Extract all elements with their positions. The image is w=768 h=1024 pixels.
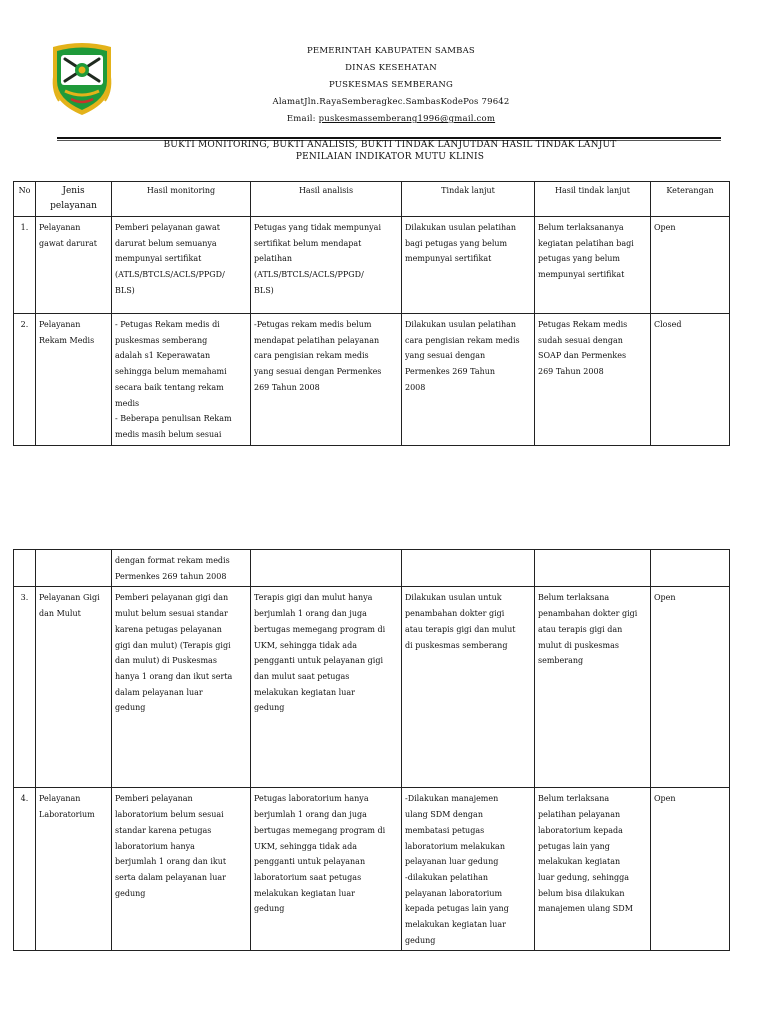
row-tindak-lanjut: Dilakukan usulan pelatihan cara pengisian rekam medis yang sesuai dengan Permenkes 269 Tahun 2008 (402, 314, 535, 446)
document-title-line-1: BUKTI MONITORING, BUKTI ANALISIS, BUKTI TINDAK LANJUTDAN HASIL TINDAK LANJUT (163, 140, 617, 150)
table-row (14, 217, 730, 314)
header-tindak-lanjut (402, 182, 535, 217)
row-hasil-analisis (251, 550, 402, 587)
monitoring-table-continued (13, 549, 730, 951)
row-hasil-monitoring: - Petugas Rekam medis di puskesmas semberang adalah s1 Keperawatan sehingga belum memahami secara baik tentang rekam medis - Beberapa penulisan Rekam medis masih belum sesuai (112, 314, 251, 446)
table-row (14, 314, 730, 446)
email-link[interactable]: puskesmassemberang1996@gmail.com (318, 114, 496, 124)
table-row-continuation (14, 550, 730, 587)
row-hasil-tindak-lanjut: Belum terlaksana penambahan dokter gigi atau terapis gigi dan mulut di puskesmas semberang (535, 587, 651, 788)
header-monitoring-text: Hasil monitoring (146, 186, 216, 195)
header-hasil-analisis (251, 182, 402, 217)
header-analisis-text: Hasil analisis (298, 186, 354, 195)
row-keterangan (651, 550, 730, 587)
row-hasil-tindak-lanjut: Belum terlaksana pelatihan pelayanan laboratorium kepada petugas lain yang melakukan kegiatan luar gedung, sehingga belum bisa dilakukan manajemen ulang SDM (535, 788, 651, 951)
header-jenis-pelayanan (36, 182, 112, 217)
row-keterangan: Open (651, 587, 730, 788)
department-name: DINAS KESEHATAN (345, 63, 437, 73)
row-hasil-analisis: Petugas laboratorium hanya berjumlah 1 orang dan juga bertugas memegang program di UKM, sehingga tidak ada pengganti untuk pelayanan laboratorium saat petugas melakukan kegiatan luar gedung (251, 788, 402, 951)
row-hasil-tindak-lanjut (535, 550, 651, 587)
row-jenis-pelayanan: Pelayanan Laboratorium (36, 788, 112, 951)
header-hasil-tindak-lanjut (535, 182, 651, 217)
header-hasil-tindak-text: Hasil tindak lanjut (554, 186, 631, 195)
row-number (14, 550, 36, 587)
row-jenis-pelayanan: Pelayanan gawat darurat (36, 217, 112, 314)
document-title-line-2: PENILAIAN INDIKATOR MUTU KLINIS (295, 152, 485, 162)
row-hasil-monitoring: Pemberi pelayanan laboratorium belum sesuai standar karena petugas laboratorium hanya berjumlah 1 orang dan ikut serta dalam pelayanan luar gedung (112, 788, 251, 951)
government-name: PEMERINTAH KABUPATEN SAMBAS (307, 46, 475, 56)
document-title (100, 139, 680, 163)
letterhead (200, 43, 582, 128)
email-label: Email: (286, 114, 319, 124)
table-header-row (14, 182, 730, 217)
row-keterangan: Closed (651, 314, 730, 446)
row-jenis-pelayanan: Pelayanan Rekam Medis (36, 314, 112, 446)
row-tindak-lanjut: -Dilakukan manajemen ulang SDM dengan membatasi petugas laboratorium melakukan pelayanan luar gedung -dilakukan pelatihan pelayanan laboratorium kepada petugas lain yang melakukan kegiatan luar gedung (402, 788, 535, 951)
row-hasil-tindak-lanjut: Belum terlaksananya kegiatan pelatihan bagi petugas yang belum mempunyai sertifikat (535, 217, 651, 314)
puskesmas-name: PUSKESMAS SEMBERANG (328, 80, 454, 90)
row-number: 1. (14, 217, 36, 314)
row-hasil-monitoring: Pemberi pelayanan gigi dan mulut belum sesuai standar karena petugas pelayanan gigi dan mulut) (Terapis gigi dan mulut) di Puskesmas hanya 1 orang dan ikut serta dalam pelayanan luar gedung (112, 587, 251, 788)
header-hasil-monitoring (112, 182, 251, 217)
row-keterangan: Open (651, 217, 730, 314)
header-no (14, 182, 36, 217)
monitoring-table (13, 181, 730, 446)
kabupaten-sambas-crest-icon (47, 41, 117, 117)
row-hasil-monitoring: Pemberi pelayanan gawat darurat belum semuanya mempunyai sertifikat (ATLS/BTCLS/ACLS/PPGD/ BLS) (112, 217, 251, 314)
row-tindak-lanjut (402, 550, 535, 587)
address-line: AlamatJln.RayaSemberagkec.SambasKodePos 79642 (272, 97, 510, 107)
row-hasil-monitoring: dengan format rekam medis Permenkes 269 tahun 2008 (112, 550, 251, 587)
row-hasil-analisis: Terapis gigi dan mulut hanya berjumlah 1 orang dan juga bertugas memegang program di UKM, sehingga tidak ada pengganti untuk pelayanan gigi dan mulut saat petugas melakukan kegiatan luar gedung (251, 587, 402, 788)
row-hasil-analisis: Petugas yang tidak mempunyai sertifikat belum mendapat pelatihan (ATLS/BTCLS/ACLS/PPGD/ BLS) (251, 217, 402, 314)
header-no-text: No (18, 186, 31, 195)
row-hasil-tindak-lanjut: Petugas Rekam medis sudah sesuai dengan SOAP dan Permenkes 269 Tahun 2008 (535, 314, 651, 446)
row-number: 2. (14, 314, 36, 446)
table-row (14, 587, 730, 788)
row-tindak-lanjut: Dilakukan usulan pelatihan bagi petugas yang belum mempunyai sertifikat (402, 217, 535, 314)
row-jenis-pelayanan (36, 550, 112, 587)
row-number: 3. (14, 587, 36, 788)
row-number: 4. (14, 788, 36, 951)
row-keterangan: Open (651, 788, 730, 951)
row-jenis-pelayanan: Pelayanan Gigi dan Mulut (36, 587, 112, 788)
row-tindak-lanjut: Dilakukan usulan untuk penambahan dokter gigi atau terapis gigi dan mulut di puskesmas semberang (402, 587, 535, 788)
header-keterangan (651, 182, 730, 217)
header-tindak-text: Tindak lanjut (441, 186, 495, 195)
header-jenis-text: Jenis pelayanan (50, 186, 97, 211)
email-line (200, 111, 582, 128)
table-row (14, 788, 730, 951)
header-keterangan-text: Keterangan (666, 186, 714, 195)
row-hasil-analisis: -Petugas rekam medis belum mendapat pelatihan pelayanan cara pengisian rekam medis yang sesuai dengan Permenkes 269 Tahun 2008 (251, 314, 402, 446)
